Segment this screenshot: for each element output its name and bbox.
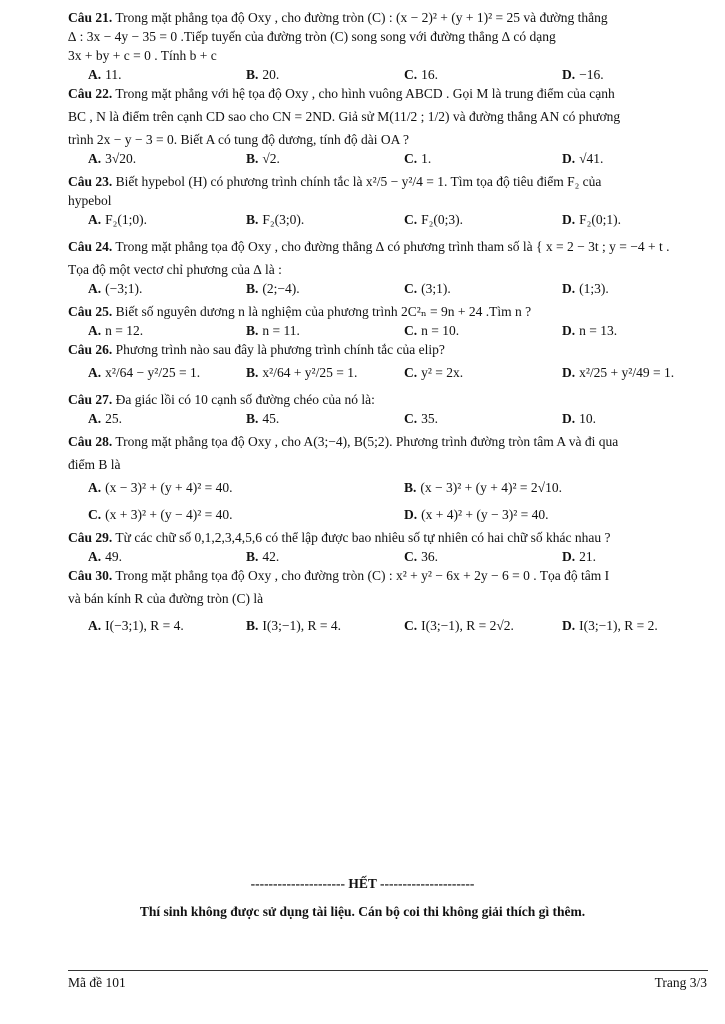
- question-label: Câu 24.: [68, 239, 113, 254]
- option-b[interactable]: B. I(3;−1), R = 4.: [246, 618, 341, 633]
- question-label: Câu 25.: [68, 304, 113, 319]
- option-a[interactable]: A. 3√20.: [88, 151, 137, 166]
- answer-options: [68, 363, 700, 382]
- question-29: [68, 528, 700, 566]
- answer-options: [68, 505, 700, 524]
- option-c[interactable]: C. 36.: [404, 549, 438, 564]
- option-c[interactable]: C. I(3;−1), R = 2√2.: [404, 618, 514, 633]
- question-label: Câu 26.: [68, 342, 113, 357]
- question-23: [68, 172, 700, 229]
- question-label: Câu 22.: [68, 86, 113, 101]
- question-text: Từ các chữ số 0,1,2,3,4,5,6 có thể lập được bao nhiêu số tự nhiên có hai chữ số khác nhau ?: [115, 530, 611, 545]
- option-b[interactable]: B. 42.: [246, 549, 280, 564]
- option-d[interactable]: D. 10.: [562, 411, 596, 426]
- option-b[interactable]: B. x²/64 + y²/25 = 1.: [246, 365, 358, 380]
- question-text: Phương trình nào sau đây là phương trình chính tắc của elip?: [115, 342, 445, 357]
- question-label: Câu 23.: [68, 174, 113, 189]
- option-c[interactable]: C. 1.: [404, 151, 432, 166]
- option-a[interactable]: A. F₂(1;0).: [88, 212, 147, 227]
- option-c[interactable]: C. (3;1).: [404, 281, 451, 296]
- end-marker: --------------------- HẾT ---------------------: [250, 876, 475, 891]
- option-a[interactable]: A. (−3;1).: [88, 281, 143, 296]
- question-25: [68, 302, 700, 340]
- answer-options: [68, 547, 700, 566]
- question-text: 3x + by + c = 0 . Tính b + c: [68, 48, 217, 63]
- option-a[interactable]: A. n = 12.: [88, 323, 144, 338]
- option-c[interactable]: C. y² = 2x.: [404, 365, 464, 380]
- answer-options: [68, 279, 700, 298]
- question-label: Câu 27.: [68, 392, 113, 407]
- option-c[interactable]: C. n = 10.: [404, 323, 460, 338]
- exam-page: [68, 8, 700, 635]
- answer-options: [68, 149, 700, 168]
- question-text: Trong mặt phẳng với hệ tọa độ Oxy , cho hình vuông ABCD . Gọi M là trung điểm của cạnh: [115, 86, 615, 101]
- question-22: [68, 84, 700, 168]
- option-a[interactable]: A. 11.: [88, 67, 122, 82]
- question-label: Câu 21.: [68, 10, 113, 25]
- option-d[interactable]: D. (x + 4)² + (y − 3)² = 40.: [404, 507, 549, 522]
- option-d[interactable]: D. x²/25 + y²/49 = 1.: [562, 365, 675, 380]
- footer-divider: [68, 970, 708, 971]
- option-b[interactable]: B. 20.: [246, 67, 280, 82]
- question-text: Trong mặt phẳng tọa độ Oxy , cho đường tròn (C) : x² + y² − 6x + 2y − 6 = 0 . Tọa độ tâm I: [115, 568, 610, 583]
- option-a[interactable]: A. (x − 3)² + (y + 4)² = 40.: [88, 480, 233, 495]
- question-text: và bán kính R của đường tròn (C) là: [68, 591, 264, 606]
- question-label: Câu 28.: [68, 434, 113, 449]
- question-text: Trong mặt phẳng tọa độ Oxy , cho A(3;−4), B(5;2). Phương trình đường tròn tâm A và đi qua: [115, 434, 619, 449]
- question-text: Trong mặt phẳng tọa độ Oxy , cho đường tròn (C) : (x − 2)² + (y + 1)² = 25 và đường thẳng: [115, 10, 608, 25]
- question-26: [68, 340, 700, 382]
- question-label: Câu 29.: [68, 530, 113, 545]
- option-d[interactable]: D. 21.: [562, 549, 596, 564]
- option-d[interactable]: D. F₂(0;1).: [562, 212, 621, 227]
- question-30: [68, 566, 700, 635]
- option-d[interactable]: D. (1;3).: [562, 281, 609, 296]
- question-24: [68, 237, 700, 298]
- question-28: [68, 432, 700, 524]
- question-text: Biết hypebol (H) có phương trình chính tắc là x²/5 − y²/4 = 1. Tìm tọa độ tiêu điểm F₂ của: [115, 174, 602, 189]
- option-c[interactable]: C. 16.: [404, 67, 438, 82]
- option-b[interactable]: B. (2;−4).: [246, 281, 300, 296]
- option-b[interactable]: B. 45.: [246, 411, 280, 426]
- question-21: [68, 8, 700, 84]
- question-text: Trong mặt phẳng tọa độ Oxy , cho đường thẳng ∆ có phương trình tham số là { x = 2 − 3t ; y = −4 + t .: [115, 239, 670, 254]
- question-text: Biết số nguyên dương n là nghiệm của phương trình 2C²ₙ = 9n + 24 .Tìm n ?: [115, 304, 532, 319]
- exam-note: Thí sinh không được sử dụng tài liệu. Cán bộ coi thi không giải thích gì thêm.: [139, 904, 586, 919]
- option-c[interactable]: C. F₂(0;3).: [404, 212, 463, 227]
- option-b[interactable]: B. n = 11.: [246, 323, 300, 338]
- option-a[interactable]: A. x²/64 − y²/25 = 1.: [88, 365, 201, 380]
- option-d[interactable]: D. √41.: [562, 151, 604, 166]
- question-label: Câu 30.: [68, 568, 113, 583]
- answer-options: [68, 409, 700, 428]
- answer-options: [68, 321, 700, 340]
- option-b[interactable]: B. (x − 3)² + (y + 4)² = 2√10.: [404, 480, 562, 495]
- answer-options: [68, 210, 700, 229]
- option-a[interactable]: A. 49.: [88, 549, 122, 564]
- option-c[interactable]: C. 35.: [404, 411, 438, 426]
- question-27: [68, 390, 700, 428]
- option-d[interactable]: D. n = 13.: [562, 323, 618, 338]
- question-text: Tọa độ một vectơ chỉ phương của ∆ là :: [68, 262, 282, 277]
- question-text: Đa giác lồi có 10 cạnh số đường chéo của nó là:: [115, 392, 375, 407]
- answer-options: [68, 478, 700, 497]
- page-number: Trang 3/3: [654, 975, 707, 990]
- option-a[interactable]: A. I(−3;1), R = 4.: [88, 618, 184, 633]
- option-d[interactable]: D. −16.: [562, 67, 604, 82]
- answer-options: [68, 65, 700, 84]
- question-text: ∆ : 3x − 4y − 35 = 0 .Tiếp tuyến của đường tròn (C) song song với đường thẳng ∆ có dạng: [68, 29, 556, 44]
- question-text: BC , N là điểm trên cạnh CD sao cho CN = 2ND. Giả sử M(11/2 ; 1/2) và đường thẳng AN có phương: [68, 109, 621, 124]
- option-b[interactable]: B. F₂(3;0).: [246, 212, 305, 227]
- question-text: điểm B là: [68, 457, 121, 472]
- option-d[interactable]: D. I(3;−1), R = 2.: [562, 618, 658, 633]
- option-b[interactable]: B. √2.: [246, 151, 280, 166]
- question-text: trình 2x − y − 3 = 0. Biết A có tung độ dương, tính độ dài OA ?: [68, 132, 410, 147]
- question-text: hypebol: [68, 193, 112, 208]
- option-a[interactable]: A. 25.: [88, 411, 122, 426]
- answer-options: [68, 616, 700, 635]
- exam-code: Mã đề 101: [68, 975, 126, 990]
- option-c[interactable]: C. (x + 3)² + (y − 4)² = 40.: [88, 507, 233, 522]
